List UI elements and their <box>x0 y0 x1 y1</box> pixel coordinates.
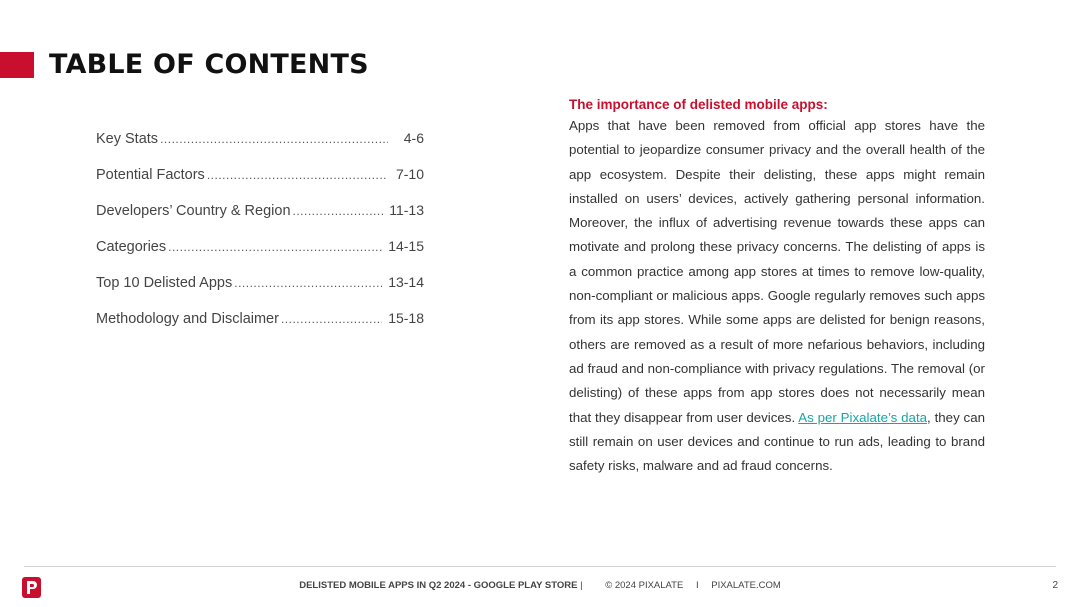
page-title: TABLE OF CONTENTS <box>49 49 369 80</box>
toc-item-pages: 11-13 <box>389 202 424 218</box>
pixalate-data-link[interactable]: As per Pixalate’s data <box>798 409 928 425</box>
footer-divider <box>24 566 1056 567</box>
intro-heading: The importance of delisted mobile apps: <box>569 97 828 112</box>
toc-item-label: Developers’ Country & Region <box>96 203 291 219</box>
footer-website-link[interactable]: PIXALATE.COM <box>711 580 781 591</box>
toc-item-label: Potential Factors <box>96 167 205 183</box>
toc-item-methodology-disclaimer[interactable] <box>96 310 436 346</box>
toc-item-pages: 13-14 <box>388 274 424 290</box>
toc-item-developers-country-region[interactable] <box>96 202 436 238</box>
footer-separator: | <box>580 580 583 591</box>
footer-separator: I <box>695 580 699 591</box>
toc-leader-dots <box>234 276 382 290</box>
toc-item-pages: 4-6 <box>403 130 424 146</box>
footer-text <box>0 580 1080 591</box>
intro-text-after-link: , they can still remain on user devices and continue to run ads, leading to brand safety risks, malware and ad fraud concerns. <box>569 409 985 474</box>
intro-paragraph <box>569 114 985 478</box>
intro-text-before-link: Apps that have been removed from official app stores have the potential to jeopardize consumer privacy and the overall health of the app ecosystem. Despite their delisting, these apps might remain installed on users’ devices, actively gathering personal information. Moreover, the influx of advertising revenue towards these apps can motivate and prolong these privacy concerns. The delisting of apps is a common practice among app stores at times to remove low-quality, non-compliant or malicious apps. Google regularly removes such apps from its app stores. While some apps are delisted for benign reasons, others are removed as a result of more nefarious behaviors, including ad fraud and non-compliance with privacy regulations. The removal (or delisting) of these apps from app stores does not necessarily mean that they disappear from user devices. <box>569 118 985 425</box>
footer-copyright: © 2024 PIXALATE <box>605 580 684 591</box>
toc-item-pages: 14-15 <box>388 238 424 254</box>
title-accent-bar <box>0 52 34 78</box>
toc-item-top-10-delisted-apps[interactable] <box>96 274 436 310</box>
footer-report-title: DELISTED MOBILE APPS IN Q2 2024 - GOOGLE PLAY STORE <box>299 580 578 591</box>
toc-item-categories[interactable] <box>96 238 436 274</box>
toc-item-label: Key Stats <box>96 131 159 147</box>
toc-item-pages: 15-18 <box>388 310 424 326</box>
toc-item-label: Top 10 Delisted Apps <box>96 275 233 291</box>
toc-item-pages: 7-10 <box>395 166 424 182</box>
toc-item-key-stats[interactable] <box>96 130 436 166</box>
toc-leader-dots <box>281 312 382 326</box>
toc-leader-dots <box>293 204 384 218</box>
toc-item-potential-factors[interactable] <box>96 166 436 202</box>
toc-leader-dots <box>160 132 388 146</box>
toc-item-label: Methodology and Disclaimer <box>96 311 279 327</box>
intro-section <box>569 97 985 478</box>
toc-leader-dots <box>207 168 388 182</box>
toc-leader-dots <box>168 240 382 254</box>
table-of-contents <box>96 130 436 346</box>
page-number: 2 <box>1052 580 1058 591</box>
toc-item-label: Categories <box>96 239 167 255</box>
